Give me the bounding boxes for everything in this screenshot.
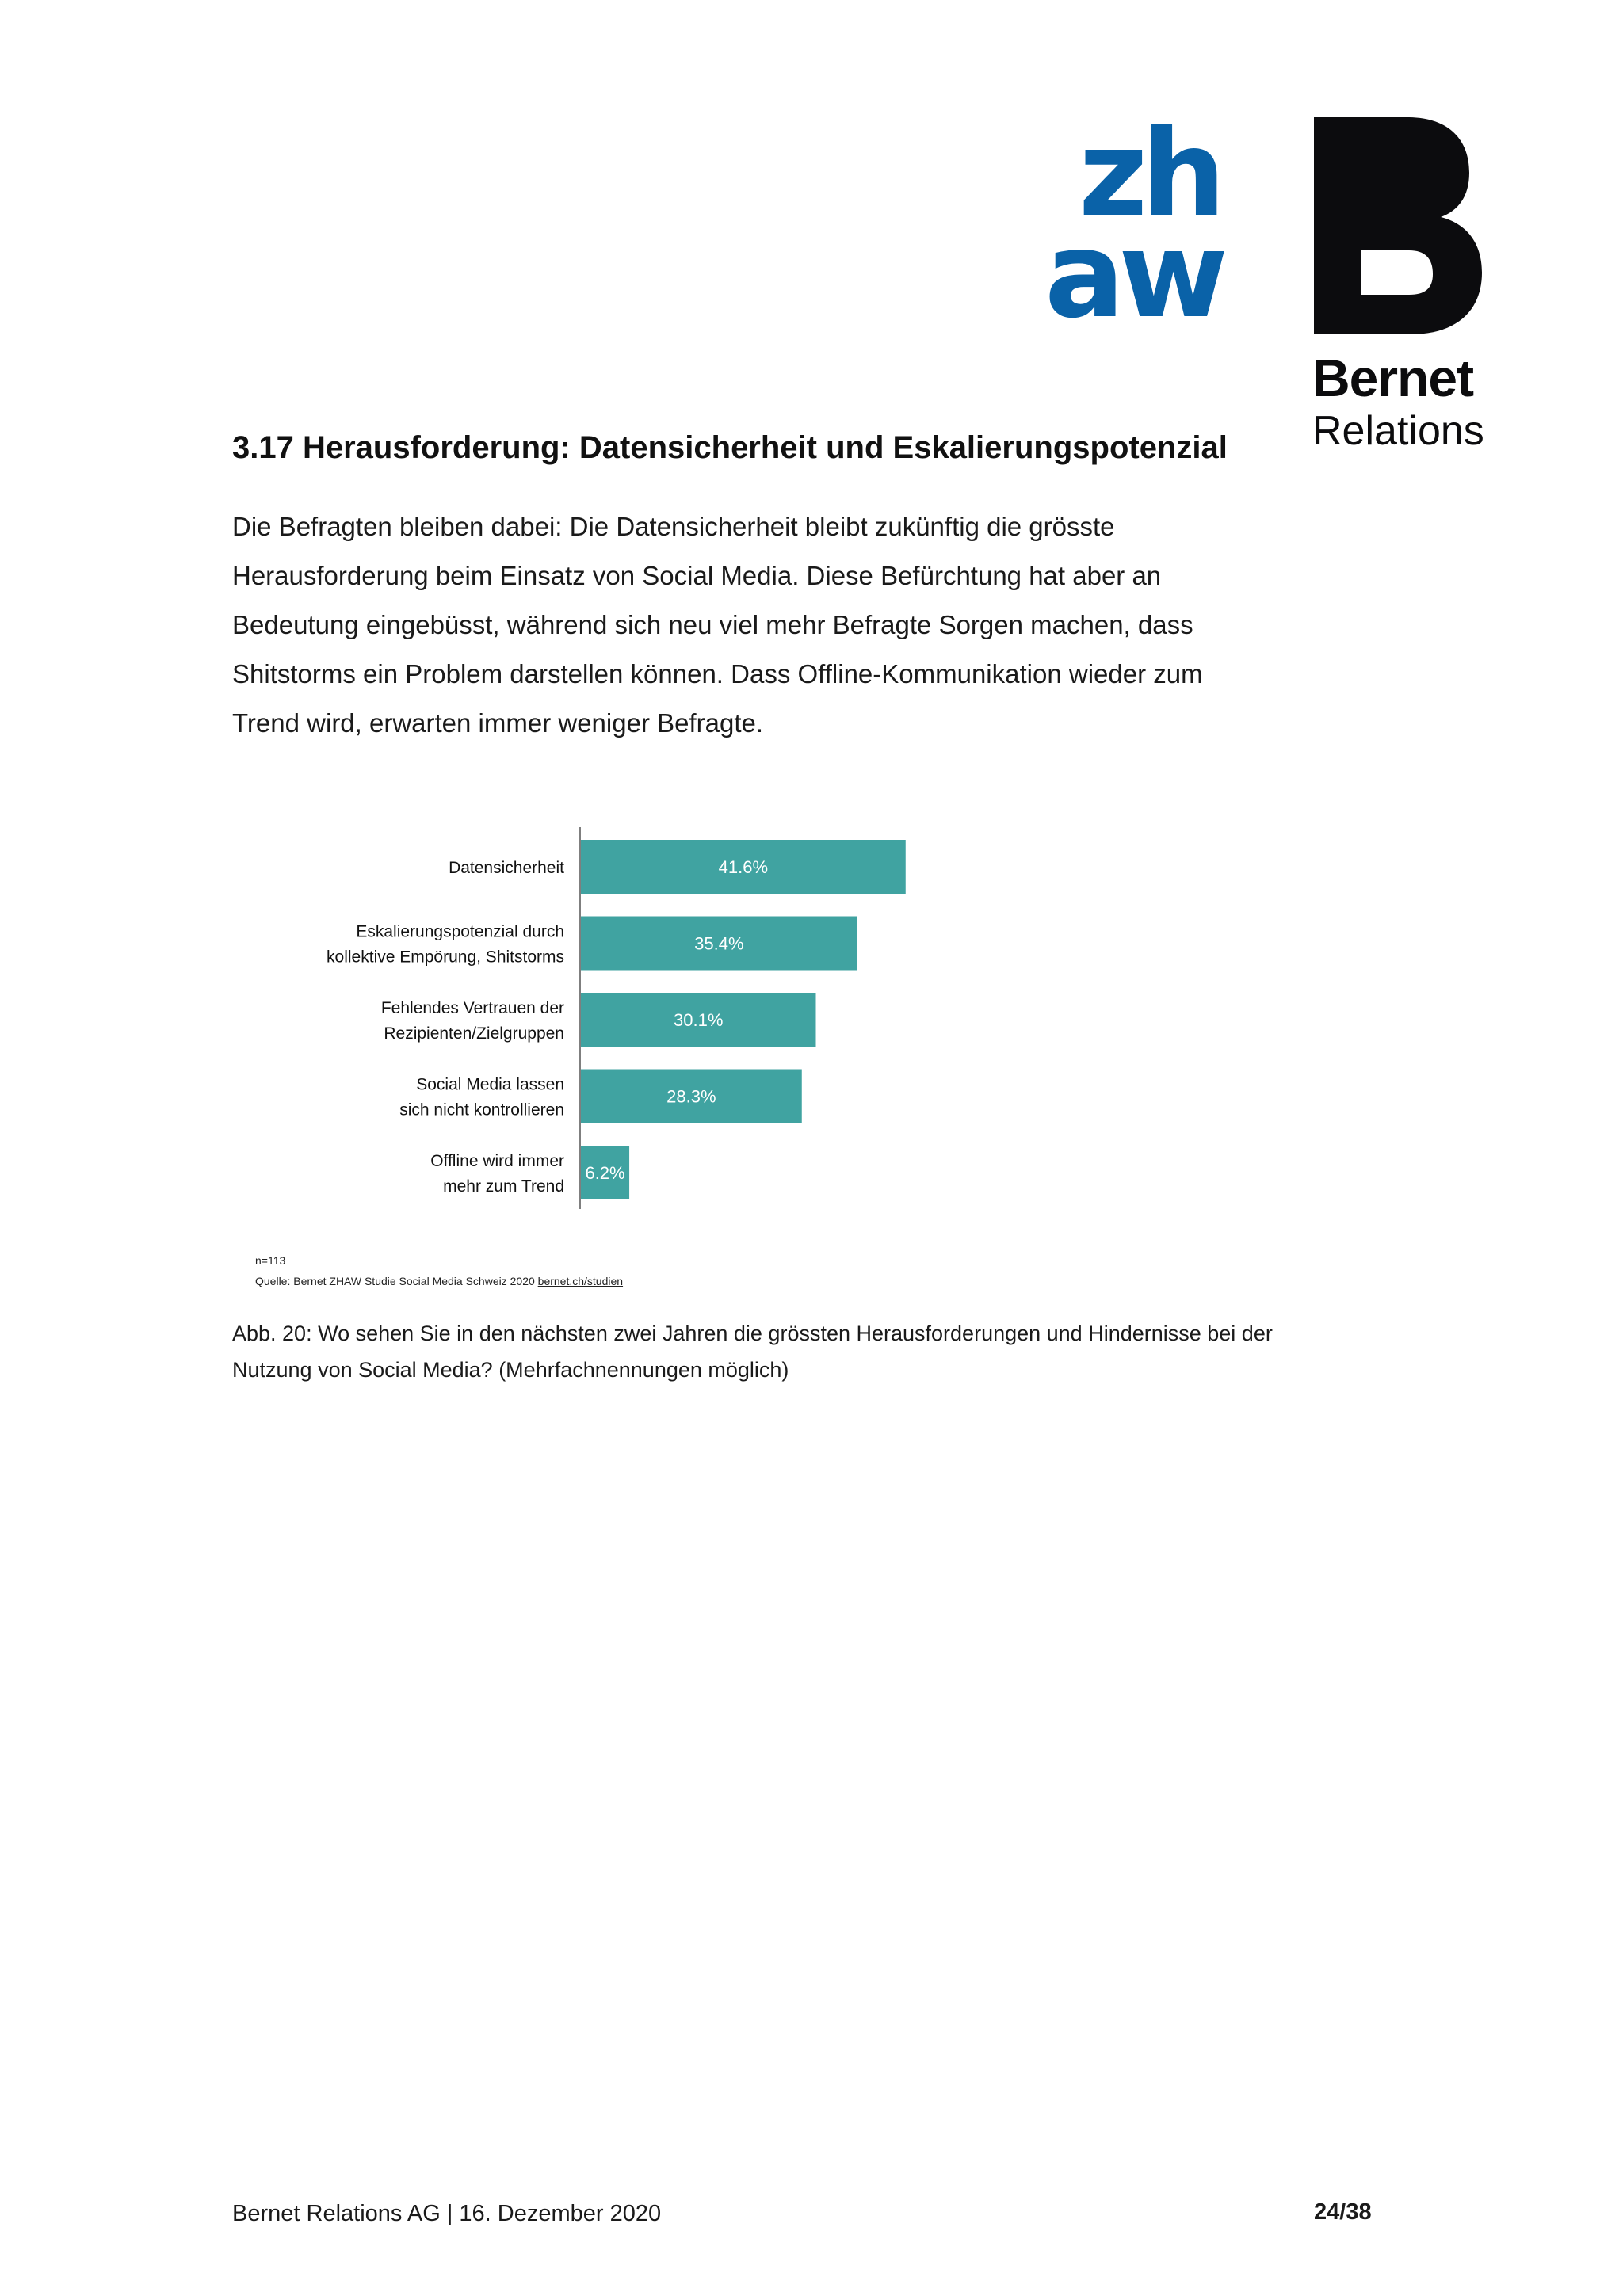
bar-chart	[230, 816, 943, 1228]
bar-value-label-0: 41.6%	[718, 857, 769, 877]
source-link[interactable]: bernet.ch/studien	[537, 1275, 624, 1287]
chart-notes	[255, 1250, 623, 1291]
bar-value-label-4: 6.2%	[585, 1163, 625, 1183]
figure-caption: Abb. 20: Wo sehen Sie in den nächsten zwei Jahren die grössten Herausforderungen und Hindernisse bei der Nutzung von Social Media? (Mehrfachnennungen möglich)	[232, 1322, 1273, 1382]
sample-size-note: n=113	[255, 1254, 286, 1267]
zhaw-logo-line-1: zh	[1078, 105, 1220, 243]
category-label-2-line-0: Fehlendes Vertrauen der	[380, 999, 564, 1017]
bernet-b-logo-icon	[1314, 117, 1482, 334]
bar-value-label-2: 30.1%	[674, 1010, 724, 1030]
section-title: 3.17 Herausforderung: Datensicherheit und Eskalierungspotenzial	[232, 430, 1228, 465]
category-label-4-line-0: Offline wird immer	[430, 1152, 564, 1170]
footer-page-number: 24/38	[1314, 2199, 1372, 2225]
bernet-logo-name: Bernet	[1312, 349, 1474, 407]
bar-chart-svg	[230, 816, 943, 1228]
section-body-text: Die Befragten bleiben dabei: Die Datensicherheit bleibt zukünftig die grösste Herausforderung beim Einsatz von Social Media. Diese Befürchtung hat aber an Bedeutung eingebüsst, während sich neu viel mehr Befragte Sorgen machen, dass Shitstorms ein Problem darstellen können. Dass Offline-Kommunikation wieder zum Trend wird, erwarten immer weniger Befragte.	[232, 512, 1203, 738]
bar-value-label-3: 28.3%	[666, 1086, 716, 1107]
category-label-4-line-1: mehr zum Trend	[443, 1177, 564, 1196]
category-label-3-line-1: sich nicht kontrollieren	[399, 1100, 564, 1119]
category-label-2-line-1: Rezipienten/Zielgruppen	[384, 1024, 564, 1043]
category-label-0-line-0: Datensicherheit	[449, 859, 564, 877]
category-label-3-line-0: Social Media lassen	[416, 1075, 564, 1094]
source-note-text: Quelle: Bernet ZHAW Studie Social Media Schweiz 2020	[255, 1275, 538, 1287]
zhaw-logo-line-2: aw	[1044, 207, 1222, 345]
bernet-logo-subtitle: Relations	[1312, 408, 1484, 454]
bar-value-label-1: 35.4%	[694, 933, 744, 954]
footer-company-date: Bernet Relations AG | 16. Dezember 2020	[232, 2201, 662, 2226]
zhaw-logo	[1030, 105, 1236, 345]
source-note	[255, 1271, 623, 1291]
category-label-1-line-1: kollektive Empörung, Shitstorms	[327, 948, 564, 967]
category-label-1-line-0: Eskalierungspotenzial durch	[356, 922, 564, 941]
